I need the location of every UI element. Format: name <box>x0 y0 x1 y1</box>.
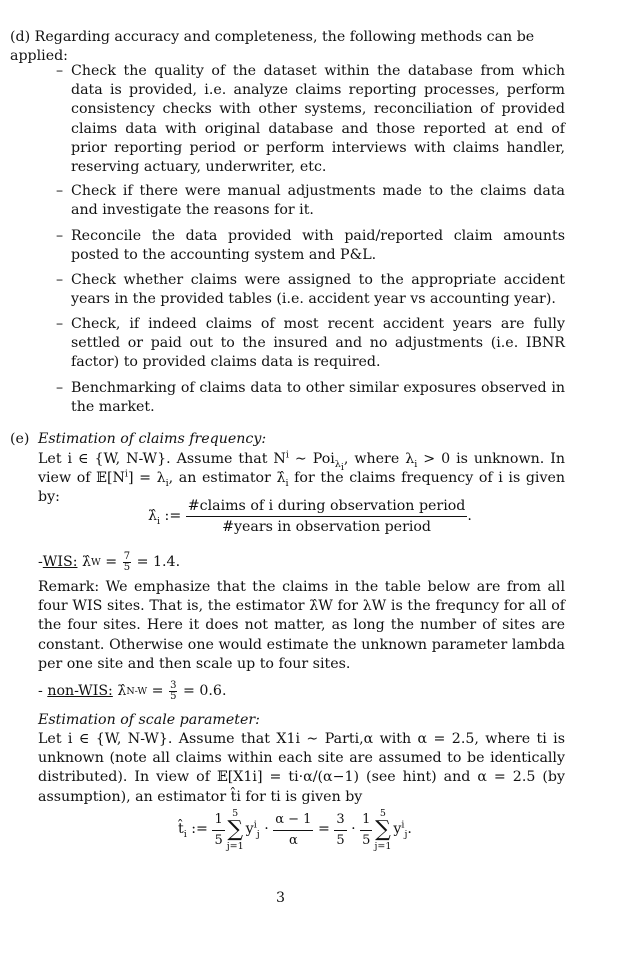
formula-numerator: #claims of i during observation period <box>186 496 468 517</box>
bullet-2: Check if there were manual adjustments made to the claims data and investigate the reasons for it. <box>71 183 565 219</box>
bullet-3: Reconcile the data provided with paid/reported claim amounts posted to the accounting system and P&L. <box>71 228 565 264</box>
frequency-paragraph: Let i ∈ {W, N-W}. Assume that $N^i$ ∼ Poi$_{\lambda_i}$, where $\lambda_i > 0$ is unknown. In view of $𝔼[N^i] = \lambda_i$, an estimator $\lambdâ_i$ for the claims frequency of i is given by: <box>38 449 566 506</box>
lambda-estimator-formula: $\lambdâ_i$ := $\frac{\text{\#claims of i during observation period}}{\text{\#years in observation period}}$ . <box>148 498 472 535</box>
item-e-label: (e) <box>10 431 30 447</box>
item-d-label: (d) <box>10 29 31 45</box>
remark-paragraph: Remark: We emphasize that the claims in the table below are from all four WIS sites. That is, the estimator λ̂W for λW is the frequncy for all of the four sites. Here it does not matter, as long the number of sites are constant. Otherwise one would estimate the unknown parameter lambda per one site and then scale up to four sites. <box>38 579 565 672</box>
bullet-4: Check whether claims were assigned to the appropriate accident years in the provided tables (i.e. accident year vs accounting year). <box>71 272 565 308</box>
bullet-6: Benchmarking of claims data to other similar exposures observed in the market. <box>71 380 565 416</box>
heading-claims-frequency: Estimation of claims frequency: <box>38 431 267 447</box>
bullet-dash: – <box>56 272 64 288</box>
heading-scale-parameter: Estimation of scale parameter: <box>38 712 260 728</box>
nonwis-estimate: - non-WIS: λ̂ N-W = 3 5 = 0.6 . <box>38 680 227 702</box>
scale-estimator-formula: $t̂_i$ := $\frac{1}{5}$ 5 ∑ j=1 $y^i_j$ · $\frac{\alpha - 1}{\alpha}$ = $\frac{3}{5}$ · $\frac{1}{5}$ 5 ∑ j=1 $y^i_j$. <box>178 808 412 852</box>
bullet-5: Check, if indeed claims of most recent accident years are fully settled or paid out to the insured and no adjustments (i.e. IBNR factor) to provided claims data is required. <box>71 316 565 371</box>
bullet-dash: – <box>56 228 64 244</box>
bullet-dash: – <box>56 183 64 199</box>
item-d <box>10 28 570 66</box>
bullet-dash: – <box>56 316 64 332</box>
bullet-1: Check the quality of the dataset within the database from which data is provided, i.e. analyze claims reporting processes, perform consistency checks with other systems, reconciliation of provided claims data with original database and those reported at end of prior reporting period or perform interviews with claims handler, reserving actuary, underwriter, etc. <box>71 63 565 176</box>
bullet-dash: – <box>56 63 64 79</box>
formula-denominator: #years in observation period <box>222 519 432 535</box>
bullet-dash: – <box>56 380 64 396</box>
scale-paragraph: Let i ∈ {W, N-W}. Assume that X1i ∼ Parti,α with α = 2.5, where ti is unknown (note all claims within each site are assumed to be identically distributed). In view of 𝔼[X1i] = ti·α/(α−1) (see hint) and α = 2.5 (by assumption), an estimator t̂i for ti is given by <box>38 731 565 805</box>
item-d-intro: Regarding accuracy and completeness, the following methods can be applied: <box>10 29 535 65</box>
wis-estimate: - WIS: λ̂ W = 7 5 = 1.4 . <box>38 551 181 573</box>
page-number: 3 <box>276 890 286 906</box>
